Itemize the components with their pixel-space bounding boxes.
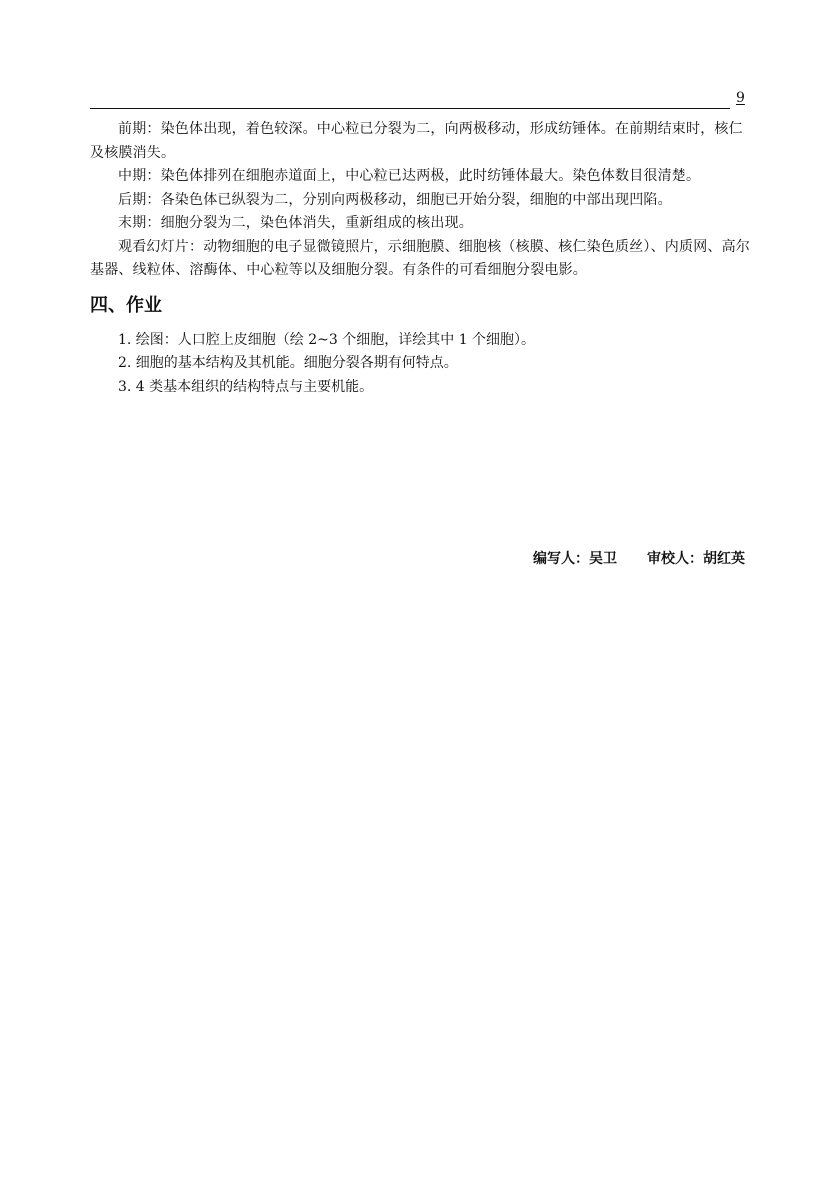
assignment-list <box>90 329 752 400</box>
paragraph-slides: 观看幻灯片：动物细胞的电子显微镜照片，示细胞膜、细胞核（核膜、核仁染色质丝）、内质网、高尔基器、线粒体、溶酶体、中心粒等以及细胞分裂。有条件的可看细胞分裂电影。 <box>90 238 750 278</box>
paragraph-prophase: 前期：染色体出现，着色较深。中心粒已分裂为二，向两极移动，形成纺锤体。在前期结束时，核仁及核膜消失。 <box>90 121 743 161</box>
list-item: 3. 4 类基本组织的结构特点与主要机能。 <box>118 378 374 395</box>
paragraph-telophase: 末期：细胞分裂为二，染色体消失，重新组成的核出现。 <box>118 215 473 231</box>
signature-line <box>90 548 745 568</box>
document-body <box>90 118 752 399</box>
paragraph-metaphase: 中期：染色体排列在细胞赤道面上，中心粒已达两极，此时纺锤体最大。染色体数目很清楚。 <box>118 168 701 184</box>
list-item: 2. 细胞的基本结构及其机能。细胞分裂各期有何特点。 <box>118 355 458 371</box>
paragraph-anaphase: 后期：各染色体已纵裂为二，分别向两极移动，细胞已开始分裂，细胞的中部出现凹陷。 <box>118 191 672 208</box>
section-heading: 四、作业 <box>90 294 162 316</box>
page-number: 9 <box>736 90 745 106</box>
reviewer-credit: 审校人：胡红英 <box>647 551 745 567</box>
author-credit: 编写人：吴卫 <box>533 551 617 567</box>
list-item: 1. 绘图：人口腔上皮细胞（绘 2~3 个细胞，详绘其中 1 个细胞）。 <box>118 331 536 348</box>
header-rule <box>90 108 730 109</box>
